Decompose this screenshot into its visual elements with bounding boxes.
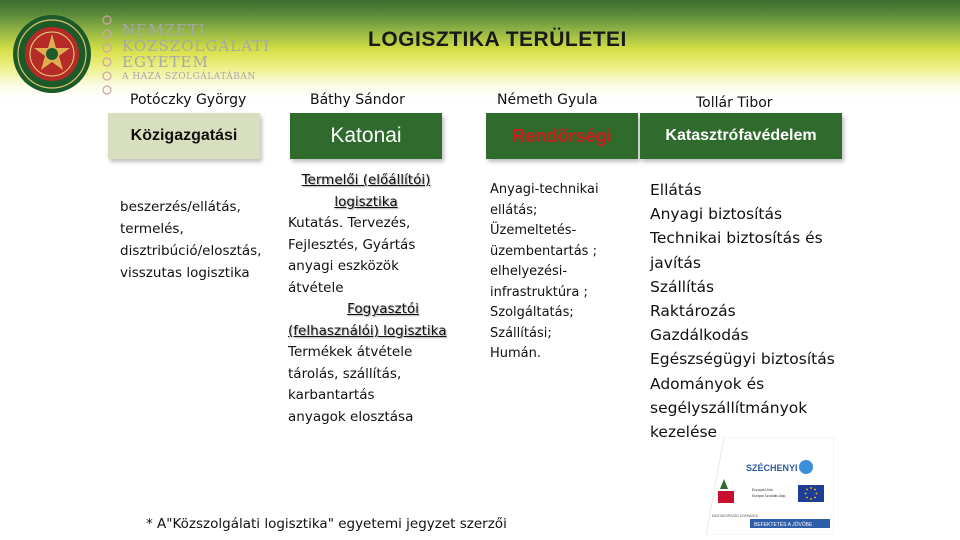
badge-katasztrofavedelem: Katasztrófavédelem (640, 113, 842, 159)
author-name-1: Potóczky György (130, 92, 247, 108)
column-1-list (120, 196, 261, 284)
list-item: elhelyezési- (490, 264, 568, 279)
logo-line-3: EGYETEM (122, 53, 209, 71)
column-4-list (650, 178, 850, 444)
list-item: Ellátás (650, 181, 702, 199)
list-item: karbantartás (288, 387, 375, 403)
list-item: Raktározás (650, 302, 736, 321)
szechenyi-eu-logo (706, 437, 834, 535)
slide-title: LOGISZTIKA TERÜLETEI (368, 28, 627, 51)
column-3-list (490, 180, 630, 365)
list-item: Adományok és (650, 374, 765, 393)
section-heading: Termelői (előállítói) (301, 172, 431, 188)
logo-line-2: KÖZSZOLGÁLATI (122, 37, 271, 55)
list-item: üzembentartás ; (490, 243, 597, 259)
section-heading: Fogyasztói (347, 301, 419, 317)
section-heading: logisztika (334, 193, 398, 210)
eu-label: Európai Unió (752, 488, 773, 492)
gov-label: MAGYARORSZÁG KORMÁNYA (712, 514, 758, 518)
list-item: javítás (650, 253, 701, 272)
esf-label: Európai Szociális Alap (752, 494, 786, 498)
list-item: anyagi eszközök (288, 258, 399, 274)
list-item: infrastruktúra ; (490, 284, 588, 300)
list-item: átvétele (288, 279, 344, 296)
list-item: kezelése (650, 423, 718, 442)
list-item: Anyagi biztosítás (650, 205, 783, 224)
list-item: Fejlesztés, Gyártás (288, 236, 416, 253)
author-name-3: Németh Gyula (497, 92, 598, 108)
list-item: disztribúció/elosztás, (120, 243, 262, 259)
list-item: termelés, (120, 221, 184, 237)
badge-kozigazgatasi: Közigazgatási (108, 113, 260, 159)
badge-katonai: Katonai (290, 113, 442, 159)
author-name-2: Báthy Sándor (310, 92, 405, 108)
hungary-shield-icon (718, 491, 734, 503)
szechenyi-dot-icon (799, 460, 813, 474)
logo-line-1: NEMZETI (122, 21, 206, 39)
list-item: Üzemeltetés- (490, 223, 577, 238)
list-item: Szállítás (650, 277, 715, 296)
list-item: visszutas logisztika (120, 265, 250, 281)
list-item: anyagok elosztása (288, 408, 414, 425)
list-item: tárolás, szállítás, (288, 365, 402, 382)
column-2-list (288, 170, 468, 428)
list-item: segélyszállítmányok (650, 398, 808, 417)
author-name-4: Tollár Tibor (696, 95, 773, 111)
list-item: Gazdálkodás (650, 326, 749, 345)
list-item: ellátás; (490, 202, 538, 218)
ornament-icon (100, 12, 114, 98)
list-item: beszerzés/ellátás, (120, 199, 241, 215)
logo-motto: A HAZA SZOLGÁLATÁBAN (122, 72, 256, 82)
list-item: Anyagi-technikai (490, 182, 599, 197)
szechenyi-brand: SZÉCHENYI (746, 463, 798, 473)
list-item: Technikai biztosítás és (650, 229, 823, 248)
list-item: Humán. (490, 346, 542, 361)
logo-text (122, 22, 270, 83)
list-item: Szállítási; (490, 325, 552, 341)
footnote: * A"Közszolgálati logisztika" egyetemi jegyzet szerzői (146, 516, 507, 532)
investment-label: BEFEKTETÉS A JÖVŐBE (754, 522, 813, 528)
list-item: Egészségügyi biztosítás (650, 350, 835, 369)
badge-rendorsegi: Rendőrségi (486, 113, 638, 159)
list-item: Szolgáltatás; (490, 305, 574, 320)
list-item: Termékek átvétele (288, 344, 413, 360)
list-item: Kutatás. Tervezés, (288, 215, 411, 231)
university-seal-icon (12, 14, 92, 94)
section-heading: (felhasználói) logisztika (288, 322, 447, 339)
